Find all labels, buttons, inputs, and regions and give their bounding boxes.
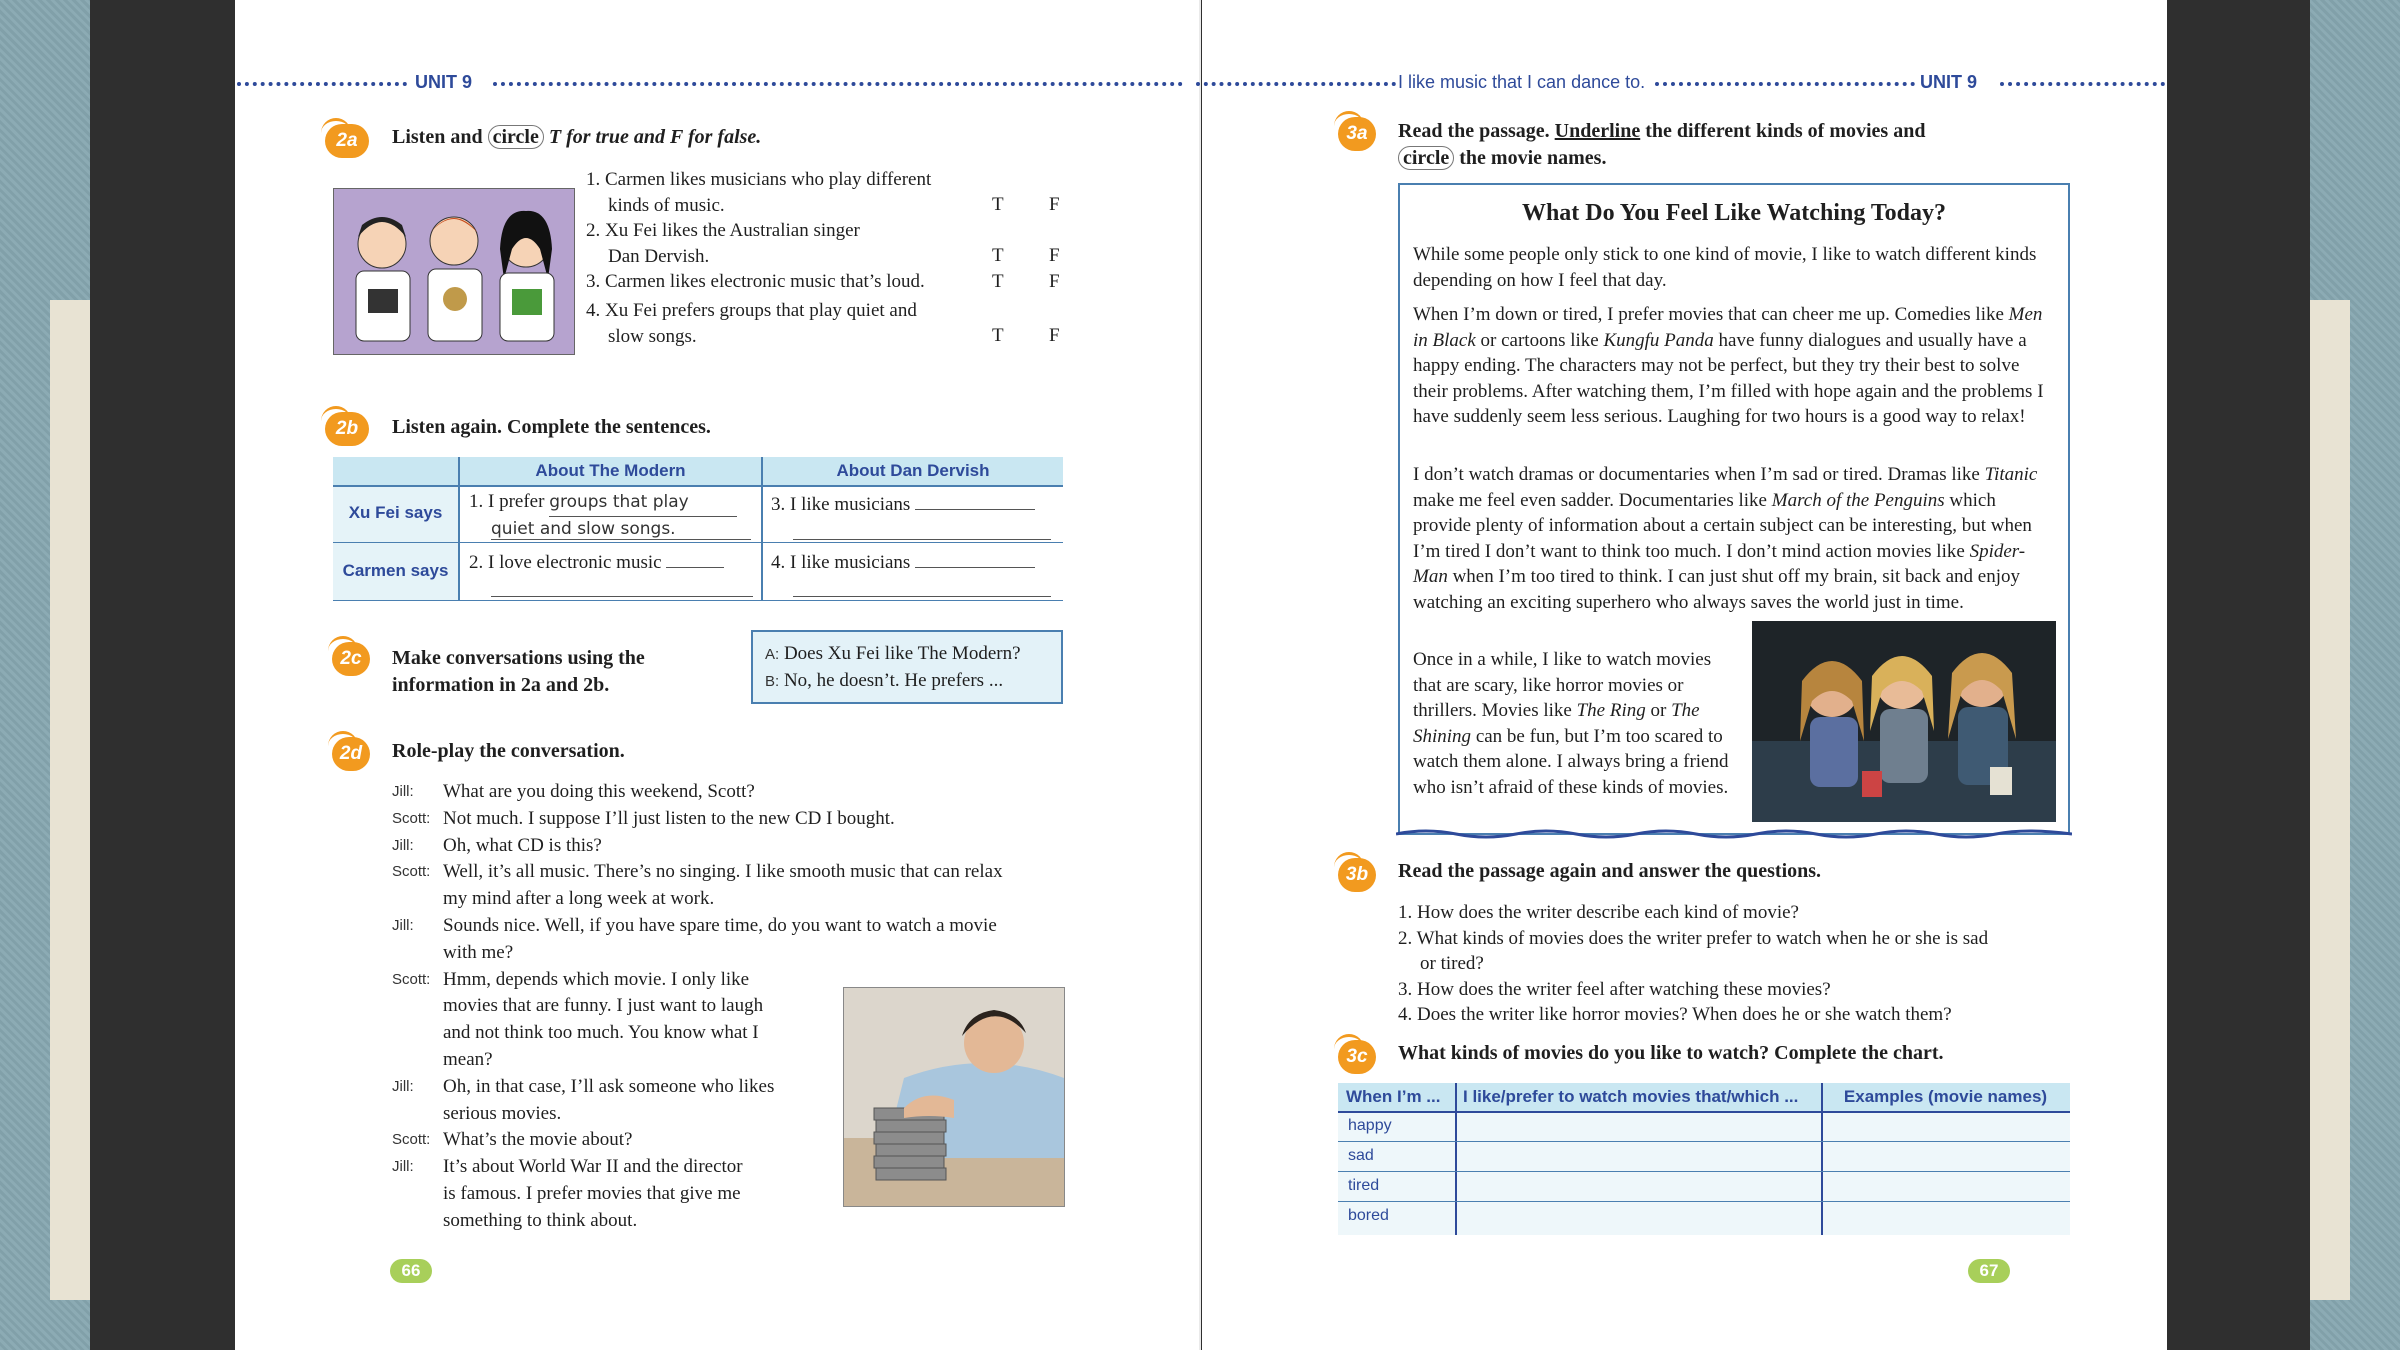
tf-item-3: [586, 269, 1086, 298]
table-2b-hline-1: [333, 485, 1063, 487]
chart-3c-hline-3: [1338, 1171, 2070, 1172]
tf-item-3-line1: 3. Carmen likes electronic music that’s loud.: [586, 271, 925, 292]
conv-text: It’s about World War II and the director: [443, 1156, 743, 1178]
tf-item-4-line2: slow songs.: [608, 325, 697, 347]
chart-3c-hline-4: [1338, 1201, 2070, 1202]
badge-3b: 3b: [1338, 858, 1376, 892]
cell-2b-1-answer-1[interactable]: groups that play: [549, 490, 737, 517]
chart-3c-cell-input[interactable]: [1459, 1115, 1819, 1139]
passage-paragraph-3: [1413, 462, 2055, 615]
table-2b-hline-2: [333, 542, 1063, 543]
conv-text-block: [443, 967, 763, 1074]
question-4: 4. Does the writer like horror movies? When does he or she watch them?: [1398, 1004, 1952, 1025]
passage-text: which provide plenty of information about a certain subject can be interesting, but when I’m tired I don’t want to think too much. I don’t mind action movies like: [1413, 489, 2032, 562]
passage-text: when I’m too tired to think. I can just shut off my brain, sit back and enjoy watching an exciting superhero who always saves the world just in time.: [1413, 566, 2021, 613]
cartoon-teens-image: [333, 188, 575, 355]
instruction-2c-line2: information in 2a and 2b.: [392, 674, 610, 696]
chart-3c-cell-input[interactable]: [1825, 1115, 2068, 1139]
girls-watching-movie-photo: [1752, 621, 2056, 822]
conv-speaker: Jill:: [392, 1158, 414, 1176]
table-2b-col2-header: About Dan Dervish: [836, 461, 990, 480]
movie-title: The Ring: [1576, 700, 1646, 721]
questions-3b: [1398, 900, 2038, 1028]
table-2b-hline-3: [333, 600, 1063, 601]
chart-3c-hline-2: [1338, 1141, 2070, 1142]
passage-text: can be fun, but I’m too scared to watch them alone. I always bring a friend who isn’t afraid of these kinds of movies.: [1413, 725, 1729, 798]
conv-text: Not much. I suppose I’ll just listen to the new CD I bought.: [443, 807, 895, 829]
tf-item-3-f[interactable]: F: [1049, 271, 1060, 292]
conv-speaker: Scott:: [392, 809, 431, 827]
tf-item-1-f[interactable]: F: [1049, 194, 1060, 215]
movie-title: March of the Penguins: [1771, 489, 1945, 511]
tf-item-1-t[interactable]: T: [992, 194, 1004, 215]
chart-3c-cell-input[interactable]: [1825, 1145, 2068, 1169]
instr-3a-underline: Underline: [1554, 120, 1641, 142]
chart-3c-row-tired: tired: [1348, 1177, 1380, 1194]
chart-3c-row-happy: happy: [1348, 1117, 1392, 1134]
example-box-2c: [751, 630, 1063, 704]
man-with-cds-photo: [843, 987, 1065, 1207]
instruction-2a: [392, 126, 761, 149]
conv-text: What are you doing this weekend, Scott?: [443, 781, 755, 802]
conv-speaker: Scott:: [392, 863, 431, 881]
example-2c-a: [765, 641, 1021, 668]
instr-3a-circle: circle: [1398, 146, 1454, 170]
instruction-2d: Role-play the conversation.: [392, 740, 625, 762]
tf-item-1: [586, 167, 1086, 218]
conv-line-3: [392, 833, 1072, 860]
table-2b: [333, 457, 1063, 601]
tf-item-4-f[interactable]: F: [1049, 325, 1060, 346]
badge-2d: 2d: [332, 737, 370, 771]
cell-2b-3-text: 2. I love electronic music: [469, 552, 662, 573]
passage-title: What Do You Feel Like Watching Today?: [1521, 200, 1947, 226]
question-2: 2. What kinds of movies does the writer prefer to watch when he or she is sad: [1398, 927, 1989, 949]
header-dots-right-2: [1655, 82, 1915, 86]
example-2c-a-label: A:: [765, 646, 780, 663]
conv-text-block: [443, 859, 1003, 913]
cell-2b-3-blank-2[interactable]: [491, 596, 753, 597]
question-3: 3. How does the writer feel after watching these movies?: [1398, 978, 1831, 1000]
question-2-cont: or tired?: [1420, 953, 1484, 974]
passage-text: or cartoons like: [1475, 329, 1604, 351]
chart-3c-header-1: When I’m ...: [1346, 1087, 1441, 1106]
chart-3c-header-3: Examples (movie names): [1843, 1087, 2048, 1106]
table-2b-row2-label: Carmen says: [342, 561, 449, 580]
unit-label-left: UNIT 9: [415, 72, 473, 92]
passage-text: have funny dialogues and usually have a happy ending. The characters may not be perfect, but they try their best to solve their problems. After watching them, I’m filled with hope again and the problems I have suddenly seem less serious. Laughing for two hours is a good way to relax!: [1413, 329, 2044, 427]
movie-title: The Shining: [1413, 700, 1700, 747]
header-dots-left-2: [493, 82, 1183, 86]
passage-text: Once in a while, I like to watch movies that are scary, like horror movies or thrillers. Movies like: [1413, 649, 1712, 721]
conv-line-1: [392, 779, 1072, 806]
chart-3c-row-bored: bored: [1348, 1207, 1389, 1224]
instr-2a-post: T for true and F for false.: [548, 126, 762, 148]
chart-3c-cell-input[interactable]: [1459, 1175, 1819, 1199]
chart-3c-header-2: I like/prefer to watch movies that/which ...: [1463, 1087, 1799, 1106]
cell-2b-1-answer-2[interactable]: quiet and slow songs.: [491, 519, 751, 540]
conv-line-2: [392, 806, 1072, 833]
cell-2b-3-blank-1[interactable]: [666, 547, 724, 568]
passage-text: make me feel even sadder. Documentaries like: [1413, 489, 1772, 511]
conv-speaker: Jill:: [392, 1077, 414, 1095]
conv-text: What’s the movie about?: [443, 1129, 633, 1151]
passage-box-wave: [1396, 826, 2072, 844]
page-number-left: 66: [390, 1259, 432, 1283]
passage-paragraph-4: [1413, 647, 1731, 800]
conv-text: Well, it’s all music. There’s no singing. I like smooth music that can relax: [443, 861, 1003, 883]
conv-speaker: Scott:: [392, 970, 431, 988]
conv-text: Hmm, depends which movie. I only like: [443, 968, 750, 990]
conv-speaker: Jill:: [392, 783, 414, 800]
conv-text-cont: and not think too much. You know what I: [443, 1022, 759, 1044]
conv-line-5: [392, 913, 1072, 967]
badge-3a: 3a: [1338, 117, 1376, 151]
conv-speaker: Scott:: [392, 1131, 431, 1149]
passage-paragraph-1: While some people only stick to one kind of movie, I like to watch different kinds depending on how I feel that day.: [1413, 244, 2037, 291]
badge-3c: 3c: [1338, 1040, 1376, 1074]
instruction-3b: Read the passage again and answer the questions.: [1398, 860, 1822, 882]
example-2c-b-label: B:: [765, 673, 780, 690]
cell-2b-4-text: 4. I like musicians: [771, 552, 911, 573]
cell-2b-1-text: 1. I prefer: [469, 491, 545, 512]
conv-text: Oh, what CD is this?: [443, 834, 602, 856]
chart-3c-cell-input[interactable]: [1825, 1175, 2068, 1199]
badge-2b: 2b: [325, 412, 369, 446]
conv-text-cont: my mind after a long week at work.: [443, 888, 715, 910]
tf-item-2-f[interactable]: F: [1049, 245, 1060, 266]
movie-title: Kungfu Panda: [1603, 329, 1714, 351]
page-number-right: 67: [1968, 1259, 2010, 1283]
conv-line-4: [392, 859, 1072, 913]
tf-item-2-line2: Dan Dervish.: [608, 245, 710, 267]
cell-2b-2-blank-1[interactable]: [915, 489, 1035, 510]
conv-text: Sounds nice. Well, if you have spare time, do you want to watch a movie: [443, 914, 997, 936]
cell-2b-1: [469, 489, 737, 517]
instruction-3a-line2: [1398, 145, 2018, 172]
conv-text-block: [443, 1074, 774, 1128]
instruction-3a: [1398, 118, 2018, 172]
conv-text: Oh, in that case, I’ll ask someone who likes: [443, 1075, 775, 1097]
example-2c-b-text: No, he doesn’t. He prefers ...: [783, 670, 1004, 691]
chart-3c: [1338, 1083, 2070, 1235]
instr-2a-pre: Listen and: [392, 126, 483, 148]
example-2c-b: [765, 668, 1003, 695]
cell-2b-4-blank-1[interactable]: [915, 547, 1035, 568]
cell-2b-4-blank-2[interactable]: [793, 596, 1051, 597]
tf-item-1-line2: kinds of music.: [608, 194, 725, 216]
movie-title: Spider-Man: [1413, 540, 2026, 587]
instruction-2c-line1: Make conversations using the: [392, 647, 645, 669]
passage-text: I don’t watch dramas or documentaries when I’m sad or tired. Dramas like: [1413, 464, 1985, 485]
chart-3c-cell-input[interactable]: [1825, 1205, 2068, 1229]
passage-text: or: [1645, 700, 1672, 721]
tf-item-4-line1: 4. Xu Fei prefers groups that play quiet and: [586, 300, 917, 321]
cell-2b-2-text: 3. I like musicians: [771, 494, 911, 515]
cell-2b-2: [771, 489, 1035, 518]
table-2b-row1-label: Xu Fei says: [348, 503, 443, 522]
chart-3c-hline-1: [1338, 1111, 2070, 1113]
instruction-2b: Listen again. Complete the sentences.: [392, 416, 711, 438]
tf-item-2-line1: 2. Xu Fei likes the Australian singer: [586, 220, 860, 241]
cell-2b-3: [469, 547, 724, 576]
conv-text-cont: something to think about.: [443, 1209, 638, 1231]
table-2b-col1-header: About The Modern: [535, 461, 686, 480]
tf-item-4: [586, 298, 1086, 349]
tf-list: [586, 167, 1086, 349]
instruction-3c: What kinds of movies do you like to watch? Complete the chart.: [1398, 1042, 1944, 1064]
book-gutter: [1199, 0, 1201, 1350]
conv-text-block: [443, 913, 997, 967]
chart-3c-cell-input[interactable]: [1459, 1205, 1819, 1229]
passage-paragraph-2: [1413, 302, 2055, 430]
conv-text-block: [443, 1154, 743, 1234]
instr-3a-pre: Read the passage.: [1398, 120, 1550, 142]
instr-2a-circle: circle: [488, 125, 544, 149]
instruction-2c: [392, 645, 645, 699]
tf-item-2: [586, 218, 1086, 269]
tf-item-2-t[interactable]: T: [992, 245, 1004, 266]
badge-2c: 2c: [332, 642, 370, 676]
question-1: 1. How does the writer describe each kind of movie?: [1398, 902, 1799, 923]
header-dots-right-3: [2000, 82, 2165, 86]
chart-3c-vline-1: [1455, 1083, 1457, 1235]
conv-text-cont: with me?: [443, 941, 514, 963]
tf-item-4-t[interactable]: T: [992, 325, 1004, 346]
cell-2b-4: [771, 547, 1035, 576]
cell-2b-2-blank-2[interactable]: [793, 539, 1051, 540]
header-dots-left-1: [237, 82, 407, 86]
instruction-3a-line1: [1398, 118, 2018, 145]
tf-item-1-line1: 1. Carmen likes musicians who play different: [586, 169, 932, 190]
chart-3c-cell-input[interactable]: [1459, 1145, 1819, 1169]
conv-text-cont: is famous. I prefer movies that give me: [443, 1182, 741, 1204]
example-2c-a-text: Does Xu Fei like The Modern?: [783, 643, 1021, 664]
conv-speaker: Jill:: [392, 916, 414, 934]
tf-item-3-t[interactable]: T: [992, 271, 1004, 292]
movie-title: Men in Black: [1413, 304, 2043, 351]
unit-label-right: UNIT 9: [1920, 72, 1978, 92]
badge-2a: 2a: [325, 124, 369, 158]
instr-3a-mid: the different kinds of movies and: [1645, 120, 1926, 142]
conv-text-cont: movies that are funny. I just want to laugh: [443, 995, 764, 1017]
instr-3a-post: the movie names.: [1459, 147, 1607, 169]
conv-text-cont: mean?: [443, 1048, 493, 1070]
chart-3c-row-sad: sad: [1348, 1147, 1374, 1164]
conv-text-cont: serious movies.: [443, 1102, 562, 1124]
header-title-right: I like music that I can dance to.: [1398, 72, 1646, 92]
header-dots-right-1: [1196, 82, 1396, 86]
conv-speaker: Jill:: [392, 836, 414, 854]
passage-text: When I’m down or tired, I prefer movies that can cheer me up. Comedies like: [1413, 304, 2009, 325]
movie-title: Titanic: [1984, 464, 2038, 485]
